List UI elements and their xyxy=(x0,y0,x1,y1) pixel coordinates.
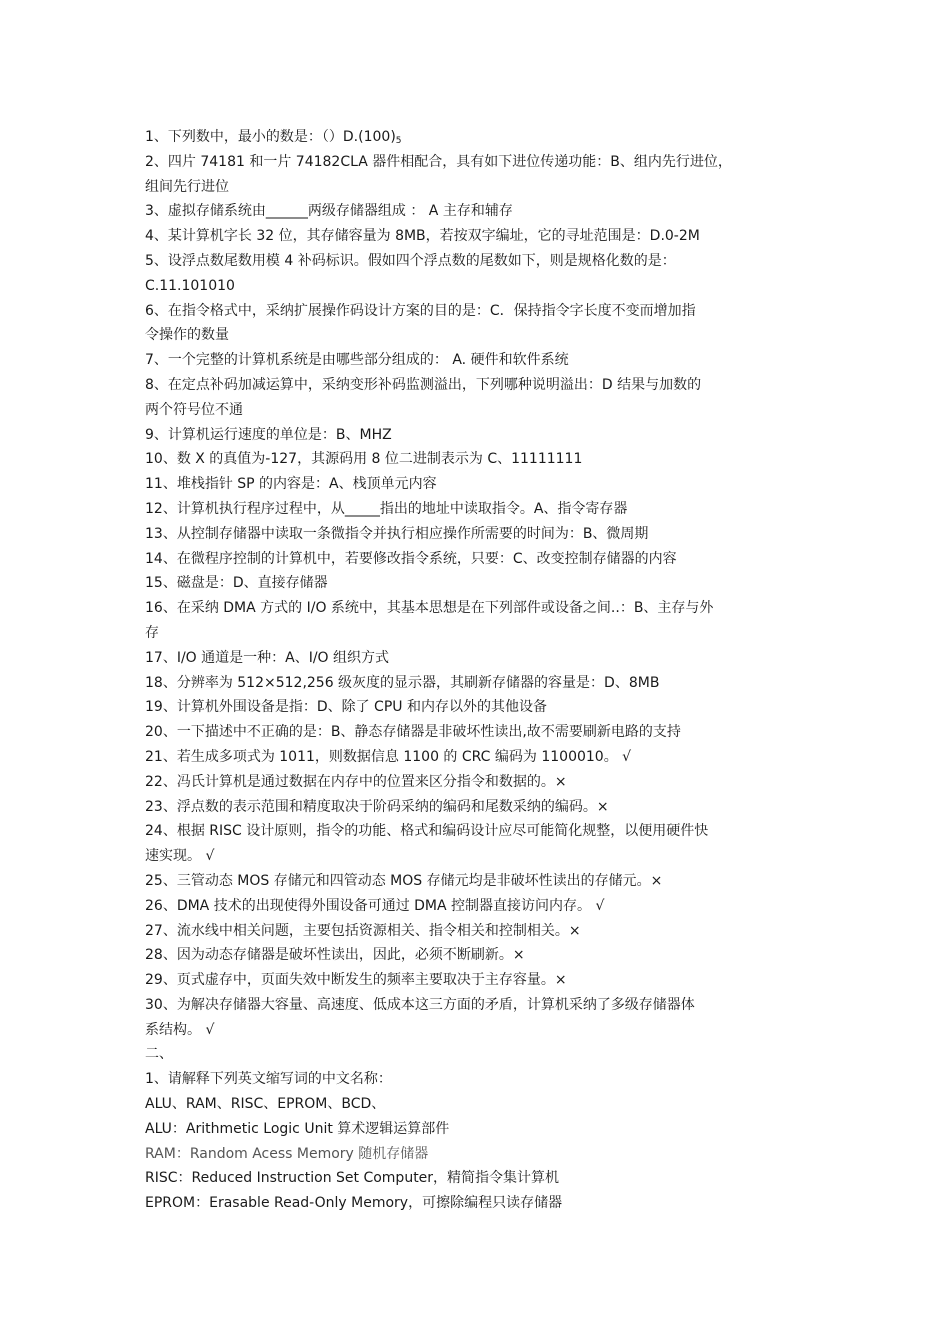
question-9: 9、计算机运行速度的单位是：B、MHZ xyxy=(145,426,392,443)
question-4: 4、某计算机字长 32 位，其存储容量为 8MB，若按双字编址，它的寻址范围是：D.0-2M xyxy=(145,228,700,245)
question-27: 27、流水线中相关问题，主要包括资源相关、指令相关和控制相关。× xyxy=(145,922,581,939)
question-16: 16、在采纳 DMA 方式的 I/O 系统中，其基本思想是在下列部件或设备之间..：B、主存与外 xyxy=(145,600,714,617)
question-19: 19、计算机外围设备是指：D、除了 CPU 和内存以外的其他设备 xyxy=(145,699,547,716)
question-30-cont: 系结构。 √ xyxy=(145,1021,215,1038)
question-8: 8、在定点补码加减运算中，采纳变形补码监测溢出，下列哪种说明溢出：D 结果与加数的 xyxy=(145,376,702,393)
question-11: 11、堆栈指针 SP 的内容是：A、栈顶单元内容 xyxy=(145,476,437,493)
question-30: 30、为解决存储器大容量、高速度、低成本这三方面的矛盾，计算机采纳了多级存储器体 xyxy=(145,996,695,1013)
question-29: 29、页式虚存中，页面失效中断发生的频率主要取决于主存容量。× xyxy=(145,972,567,989)
question-18: 18、分辨率为 512×512,256 级灰度的显示器，其刷新存储器的容量是：D、8MB xyxy=(145,674,660,691)
question-22: 22、冯氏计算机是通过数据在内存中的位置来区分指令和数据的。× xyxy=(145,773,567,790)
question-28: 28、因为动态存储器是破坏性读出，因此，必须不断刷新。× xyxy=(145,947,525,964)
section-question-1: 1、请解释下列英文缩写词的中文名称： xyxy=(145,1071,392,1088)
question-21: 21、若生成多项式为 1011，则数据信息 1100 的 CRC 编码为 1100010。 √ xyxy=(145,748,632,765)
abbreviation-list: ALU、RAM、RISC、EPROM、BCD、 xyxy=(145,1096,386,1113)
question-26: 26、DMA 技术的出现使得外围设备可通过 DMA 控制器直接访问内存。 √ xyxy=(145,897,605,914)
definition-risc: RISC：Reduced Instruction Set Computer，精简指令集计算机 xyxy=(145,1170,560,1187)
question-10: 10、数 X 的真值为-127，其源码用 8 位二进制表示为 C、11111111 xyxy=(145,451,583,468)
question-8-cont: 两个符号位不通 xyxy=(145,401,243,418)
question-14: 14、在微程序控制的计算机中，若要修改指令系统，只要：C、改变控制存储器的内容 xyxy=(145,550,677,567)
question-5-cont: C.11.101010 xyxy=(145,277,235,294)
question-7: 7、一个完整的计算机系统是由哪些部分组成的： A. 硬件和软件系统 xyxy=(145,352,569,369)
question-20: 20、一下描述中不正确的是：B、静态存储器是非破坏性读出,故不需要刷新电路的支持 xyxy=(145,724,681,741)
question-25: 25、三管动态 MOS 存储元和四管动态 MOS 存储元均是非破坏性读出的存储元。× xyxy=(145,872,663,889)
question-13: 13、从控制存储器中读取一条微指令并执行相应操作所需要的时间为：B、微周期 xyxy=(145,525,649,542)
question-6: 6、在指令格式中，采纳扩展操作码设计方案的目的是：C．保持指令字长度不变而增加指 xyxy=(145,302,696,319)
question-1 xyxy=(145,125,815,150)
question-16-cont: 存 xyxy=(145,624,159,641)
question-2-cont: 组间先行进位 xyxy=(145,178,229,195)
question-2: 2、四片 74181 和一片 74182CLA 器件相配合，具有如下进位传递功能：B、组内先行进位， xyxy=(145,153,732,170)
definition-ram: RAM：Random Acess Memory 随机存储器 xyxy=(145,1145,429,1162)
question-24-cont: 速实现。 √ xyxy=(145,848,215,865)
document-body xyxy=(145,125,815,1216)
question-12: 12、计算机执行程序过程中，从_____指出的地址中读取指令。A、指令寄存器 xyxy=(145,500,628,517)
definition-eprom: EPROM：Erasable Read-Only Memory，可擦除编程只读存储器 xyxy=(145,1195,563,1212)
question-23: 23、浮点数的表示范围和精度取决于阶码采纳的编码和尾数采纳的编码。× xyxy=(145,798,609,815)
question-6-cont: 令操作的数量 xyxy=(145,327,229,344)
question-1-text: 1、下列数中，最小的数是：（）D.(100) xyxy=(145,129,396,145)
question-15: 15、磁盘是：D、直接存储器 xyxy=(145,575,328,592)
question-5: 5、设浮点数尾数用模 4 补码标识。假如四个浮点数的尾数如下，则是规格化数的是： xyxy=(145,252,676,269)
definition-alu: ALU：Arithmetic Logic Unit 算术逻辑运算部件 xyxy=(145,1120,450,1137)
question-17: 17、I/O 通道是一种：A、I/O 组织方式 xyxy=(145,649,390,666)
section-heading: 二、 xyxy=(145,1046,173,1063)
base-subscript: 5 xyxy=(395,136,402,146)
question-24: 24、根据 RISC 设计原则，指令的功能、格式和编码设计应尽可能简化规整，以便用硬件快 xyxy=(145,823,709,840)
question-3: 3、虚拟存储系统由______两级存储器组成 ： A 主存和辅存 xyxy=(145,203,513,220)
